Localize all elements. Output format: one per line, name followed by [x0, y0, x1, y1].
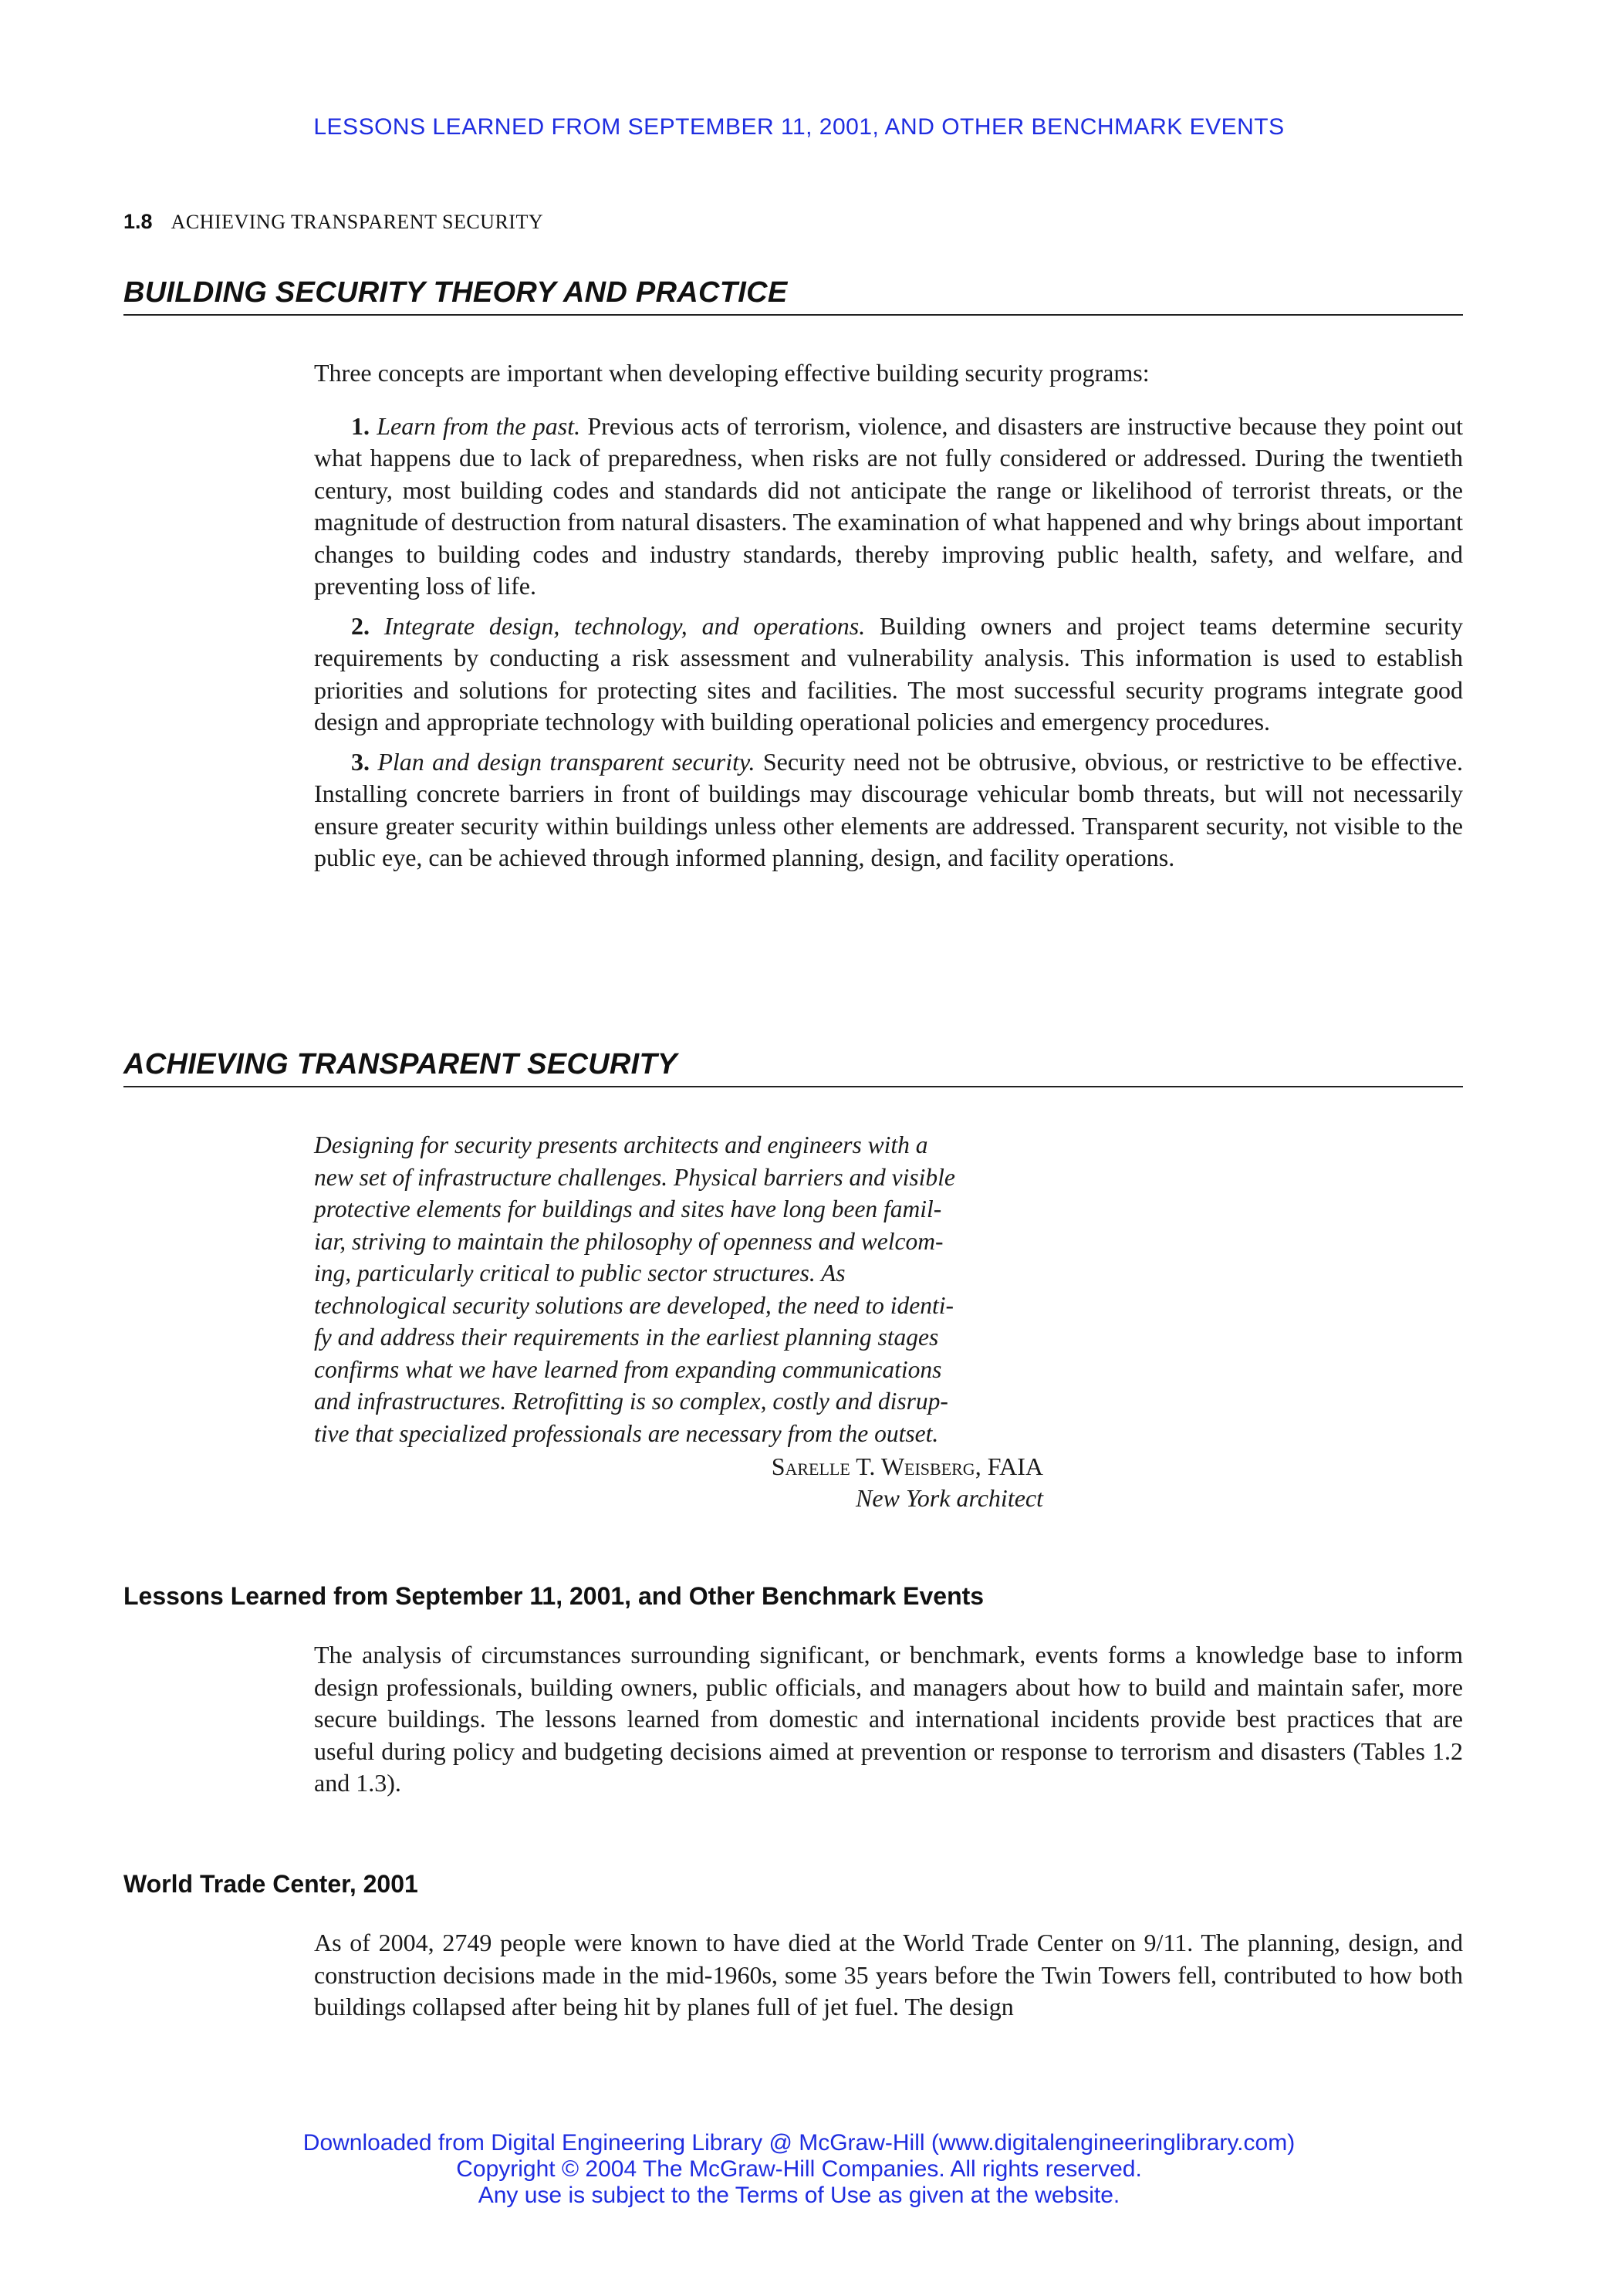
paragraph: As of 2004, 2749 people were known to have died at the World Trade Center on 9/11. The planning, design, and construction decisions made in the mid-1960s, some 35 years before the Twin Towers fell, contributed to how both buildings collapsed after being hit by planes full of jet fuel. The design — [314, 1929, 1463, 2020]
epigraph-line: tive that specialized professionals are necessary from the outset. — [314, 1419, 939, 1447]
item-number: 3. — [351, 747, 370, 776]
page-number: 1.8 — [123, 210, 153, 233]
epigraph-line: confirms what we have learned from expanding communications — [314, 1355, 942, 1383]
item-text: Building owners and project teams determine security requirements by conducting a risk assessment and vulnerability analysis. This information is used to establish priorities and solutions for protecting sites and facilities. The most successful security programs integrate good design and appropriate technology with building operational policies and emergency procedures. — [314, 611, 1464, 735]
item-lead: Learn from the past. — [377, 411, 581, 440]
item-number: 2. — [351, 611, 370, 640]
epigraph-line: fy and address their requirements in the earliest planning stages — [314, 1324, 939, 1351]
paragraph: The analysis of circumstances surrounding significant, or benchmark, events forms a knowledge base to inform design professionals, building owners, public officials, and managers about how to build and maintain safer, more secure buildings. The lessons learned from domestic and international incidents provide best practices that are useful during policy and budgeting decisions aimed at prevention or response to terrorism and disasters (Tables 1.2 and 1.3). — [314, 1641, 1463, 1797]
epigraph-line: ing, particularly critical to public sector structures. As — [314, 1260, 846, 1287]
list-item — [314, 610, 1463, 739]
attribution-name: Sarelle T. Weisberg, FAIA — [771, 1452, 1043, 1480]
epigraph-line: protective elements for buildings and sites have long been famil- — [314, 1195, 942, 1222]
epigraph-line: iar, striving to maintain the philosophy of openness and welcom- — [314, 1227, 944, 1255]
footer-terms-link[interactable]: Any use is subject to the Terms of Use as given at the website. — [478, 2183, 1120, 2208]
item-text: Previous acts of terrorism, violence, and disasters are instructive because they point out what happens due to lack of preparedness, when risks are not fully considered or addressed. During the twentieth century, most building codes and standards did not anticipate the range or likelihood of terrorist threats, or the magnitude of destruction from natural disasters. The examination of what happened and why brings about important changes to building codes and industry standards, thereby improving public health, safety, and welfare, and preventing loss of life. — [314, 411, 1464, 600]
lessons-learned-body — [314, 1639, 1463, 1800]
attribution-role: New York architect — [856, 1484, 1043, 1512]
epigraph-line: and infrastructures. Retrofitting is so complex, costly and disrup- — [314, 1388, 948, 1415]
folio-title: ACHIEVING TRANSPARENT SECURITY — [171, 211, 544, 233]
subheading-world-trade-center: World Trade Center, 2001 — [123, 1870, 418, 1898]
list-item — [314, 411, 1463, 603]
footer-download-link[interactable]: Downloaded from Digital Engineering Library @ McGraw-Hill (www.digitalengineeringlibrary.com) — [302, 2130, 1296, 2156]
epigraph-line: Designing for security presents architects and engineers with a — [314, 1131, 928, 1158]
item-lead: Integrate design, technology, and operations. — [383, 611, 866, 640]
item-lead: Plan and design transparent security. — [377, 747, 755, 776]
epigraph-attribution — [314, 1451, 1043, 1514]
epigraph — [314, 1129, 1043, 1449]
item-text: Security need not be obtrusive, obvious, or restrictive to be effective. Installing concrete barriers in front of buildings may discourage vehicular bomb threats, but will not necessarily ensure greater security within buildings unless other elements are addressed. Transparent security, not visible to the public eye, can be achieved through informed planning, design, and facility operations. — [314, 747, 1464, 871]
world-trade-center-body — [314, 1927, 1463, 2024]
item-number: 1. — [351, 411, 370, 440]
folio — [123, 210, 543, 234]
section-theory-body — [314, 357, 1463, 874]
epigraph-line: technological security solutions are developed, the need to identi- — [314, 1291, 954, 1319]
download-footer — [0, 2130, 1598, 2209]
footer-copyright: Copyright © 2004 The McGraw-Hill Companies. All rights reserved. — [456, 2156, 1142, 2182]
section-heading-transparent: ACHIEVING TRANSPARENT SECURITY — [123, 1048, 1463, 1087]
list-item — [314, 746, 1463, 874]
running-head[interactable]: LESSONS LEARNED FROM SEPTEMBER 11, 2001, AND OTHER BENCHMARK EVENTS — [313, 114, 1285, 140]
intro-paragraph: Three concepts are important when developing effective building security programs: — [314, 359, 1150, 387]
subheading-lessons-learned: Lessons Learned from September 11, 2001, and Other Benchmark Events — [123, 1582, 985, 1610]
epigraph-line: new set of infrastructure challenges. Physical barriers and visible — [314, 1163, 955, 1191]
section-heading-theory: BUILDING SECURITY THEORY AND PRACTICE — [123, 276, 1463, 316]
